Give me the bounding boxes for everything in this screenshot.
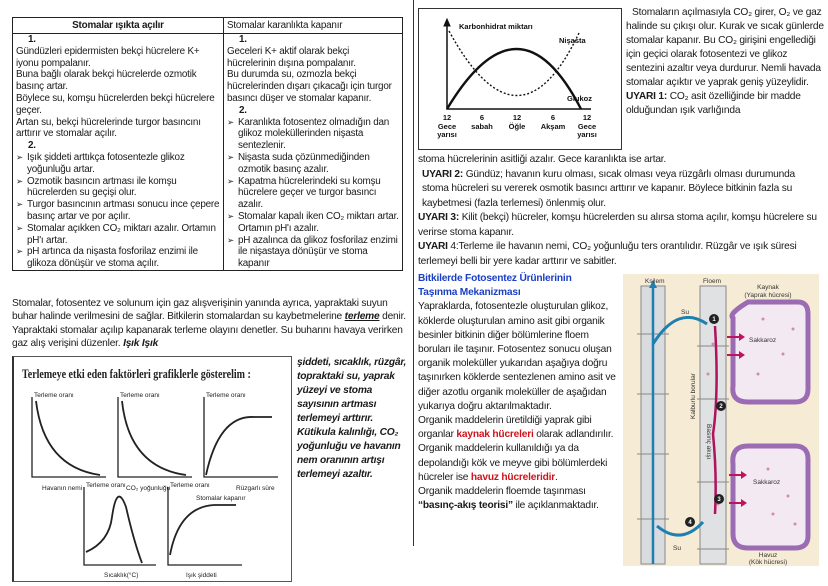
annotation: Stomalar kapanır <box>196 495 246 502</box>
term-terleme: terleme <box>344 311 380 323</box>
transport-section <box>418 272 620 513</box>
step-2: 2 <box>719 404 723 410</box>
tick-label: Gece yarısı <box>437 122 457 139</box>
text: Organik maddelerin floemde taşınması <box>418 486 586 498</box>
curve-humidity <box>36 401 100 475</box>
transpiration-factors-figure <box>12 356 292 582</box>
sucrose-label: Sakkaroz <box>753 479 781 486</box>
bullet-item: ➢ Karanlıkta fotosentez olmadığın dan glikoz moleküllerinden nişasta sentezlenir. <box>227 117 399 152</box>
axes <box>204 397 278 477</box>
step-4: 4 <box>688 520 692 526</box>
sieve-tube-label: Kalburlu borular <box>690 373 697 419</box>
text: Kilit (bekçi) hücreler, komşu hücrelerden su alırsa stoma açılır, komşu hücrelere su verirse stoma kapanır. <box>418 212 817 238</box>
figure-title: Terlemeye etki eden faktörleri grafiklerle gösterelim : <box>22 367 251 381</box>
pressure-flow-label: Basınç akışı <box>705 424 712 460</box>
curve-wind <box>206 417 272 475</box>
light-intro-1: Gündüzleri epidermisten bekçi hücrelere K+ iyonu pompalanır. <box>16 45 200 69</box>
step-number: 1. <box>28 34 36 45</box>
highlight: “basınç-akış teorisi” <box>418 500 513 512</box>
transpiration-factors-text: şiddeti, sıcaklık, rüzgâr, topraktaki su, yaprak yüzeyi ve stoma sayısının artması terlemeyi arttırır. Kütikula kalınlığı, CO₂ yoğunluğu ve havanın nem oranının artışı terlemeyi azaltır. <box>297 357 407 480</box>
text: Organik maddelerin üretildiği yaprak gibi organlar <box>418 415 592 441</box>
x-label: Rüzgarlı süre <box>236 485 275 492</box>
tick: 12 <box>582 113 592 122</box>
tick-label: Öğle <box>508 122 526 131</box>
y-label: Terleme oranı <box>34 392 74 399</box>
curve-co2 <box>122 401 186 475</box>
text: ile açıklanmaktadır. <box>512 500 599 512</box>
text: denir. Yapraktaki stomalar açılıp kapanarak terleme olayını denetler. Su buharını havaya verirken gaz alış verişini düzenler. <box>12 311 406 350</box>
step-1: 1 <box>712 317 716 323</box>
phloem-label: Floem <box>703 278 722 285</box>
tick: 6 <box>550 113 556 122</box>
axes <box>84 487 156 565</box>
highlight: havuz hücreleridir <box>470 471 556 483</box>
y-label: Karbonhidrat miktarı <box>459 22 533 31</box>
warning-label: UYARI <box>418 241 448 252</box>
text: . <box>555 471 558 483</box>
axes <box>32 397 106 477</box>
tick-label: Akşam <box>540 122 566 131</box>
bullet-item: ➢ Stomalar açıkken CO₂ miktarı azalır. Ortamın pH'ı artar. <box>16 223 220 247</box>
warnings-block <box>418 153 824 269</box>
text: olarak adlandırılır. Organik maddelerin kullanıldığı ya da depolandığı kök ve meyve gibi bölümlerdeki hücreler ise <box>418 429 614 483</box>
table-header-light: Stomalar ışıkta açılır <box>13 18 224 34</box>
italic-text: Işık Işık <box>123 338 159 350</box>
tick-label: Gece yarısı <box>577 122 597 139</box>
column-divider <box>413 0 414 546</box>
light-intro-3: Böylece su, komşu hücrelerden bekçi hücrelere geçer. <box>16 92 215 116</box>
stomata-opening-paragraph <box>626 6 824 118</box>
text: CO₂ asit özelliğinde bir madde olduğundan ışık varlığında <box>626 91 801 116</box>
stomata-table <box>12 17 403 271</box>
dark-intro-2: Bu durumda su, ozmozla bekçi hücrelerinden dışarı çıkacağı için turgor basıncı düşer ve stomalar kapanır. <box>227 69 392 104</box>
text: Stomalar, fotosentez ve solunum için gaz alışverişinin yanında ayrıca, yapraktaki suyun buhar halinde verilmesini de sağlar. Bitkilerin stomalardan su kaybetmelerine <box>12 298 388 323</box>
carbohydrate-chart <box>418 8 622 150</box>
tick-label: sabah <box>471 122 493 131</box>
xylem-label: Ksilem <box>645 278 665 285</box>
tick: 6 <box>479 113 485 122</box>
text: Gündüz; havanın kuru olması, sıcak olması veya rüzgârlı olması durumunda stoma hücreleri su vererek osmotik basıncı arttırır ve kapanır. Böylece bitkinin fazla su kaybetmesi (fazla terlemesi) önlenmiş olur. <box>422 168 796 209</box>
step-number: 1. <box>239 34 247 45</box>
sucrose-label: Sakkaroz <box>749 337 777 344</box>
y-label: Terleme oranı <box>206 392 246 399</box>
water-label: Su <box>673 545 681 552</box>
text: 4:Terleme ile havanın nemi, CO₂ yoğunluğu ters orantılıdır. Rüzgâr ve ışık süresi terlemeyi belli bir yere kadar arttırır ve sabitler. <box>418 241 797 267</box>
table-header-dark: Stomalar karanlıkta kapanır <box>224 18 403 34</box>
tick: 12 <box>512 113 522 122</box>
text: stoma hücrelerinin asitliği azalır. Gece karanlıkta ise artar. <box>418 154 667 165</box>
series-label: Nişasta <box>559 36 586 45</box>
section-heading: Bitkilerde Fotosentez Ürünlerinin Taşınma Mekanizması <box>418 273 572 299</box>
text: Yapraklarda, fotosentezle oluşturulan glikoz, köklerde oluşturulan amino asit gibi organik besinler bitkinin diğer bölümlerine floem boruları ile taşınır. Fotosentez sonucu oluşan organik moleküller yukarıdan aşağıya doğru taşınırken köklerde sentezlenen amino asit ve diğer azotlu organik moleküller de aşağıdan yukarıya doğru aktarılmaktadır. <box>418 301 616 412</box>
pressure-flow-diagram <box>623 274 819 566</box>
light-column <box>13 34 224 271</box>
bullet-item: ➢ Işık şiddeti arttıkça fotosentezle glikoz yoğunluğu artar. <box>16 152 220 176</box>
dark-intro-1: Geceleri K+ aktif olarak bekçi hücrelerinin dışına pompalanır. <box>227 45 356 69</box>
factor-graphs <box>14 357 292 581</box>
bullet-item: ➢ pH azalınca da glikoz fosforilaz enzimi ile nişastaya dönüşür ve stoma kapanır <box>227 235 399 270</box>
y-label: Terleme oranı <box>170 482 210 489</box>
x-label: Havanın nemi <box>42 485 83 492</box>
tick: 12 <box>442 113 452 122</box>
highlight: kaynak hücreleri <box>456 429 534 441</box>
source-label: Kaynak <box>757 284 779 291</box>
bullet-item: ➢ Nişasta suda çözünmediğinden ozmotik basınç azalır. <box>227 152 399 176</box>
light-bullets <box>16 152 220 270</box>
source-sub-label: (Yaprak hücresi) <box>744 292 792 299</box>
water-label: Su <box>681 309 689 316</box>
dark-column <box>224 34 403 271</box>
x-label: CO₂ yoğunluğu <box>126 485 171 492</box>
text: Stomaların açılmasıyla CO₂ girer, O₂ ve gaz halinde su çıkışı olur. Kurak ve sıcak günlerde stomalar kapanır. Bu CO₂ girişini engellediği için geçici olarak fotosentezi ve glikoz sentezini azaltır veya durdurur. Nemli havada stomalar açıktır ve yaprak geniş yüzeylidir. <box>626 7 824 88</box>
step-number: 2. <box>239 104 247 116</box>
sink-label: Havuz <box>758 552 778 559</box>
bullet-item: ➢ Turgor basıncının artması sonucu ince çepere basınç artar ve por açılır. <box>16 199 220 223</box>
x-label: Sıcaklık(°C) <box>104 572 139 579</box>
bullet-item: ➢ Ozmotik basıncın artması ile komşu hücrelerden su geçişi olur. <box>16 176 220 200</box>
transpiration-paragraph <box>12 297 410 351</box>
warning-label: UYARI 2: <box>422 168 464 180</box>
bullet-item: ➢ Kapatma hücrelerindeki su komşu hücrelere geçer ve turgor basıncı azalır. <box>227 176 399 211</box>
bullet-item: ➢ pH artınca da nişasta fosforilaz enzimi ile glikoza dönüşür ve stoma açılır. <box>16 246 220 270</box>
y-label: Terleme oranı <box>86 482 126 489</box>
warning-label: UYARI 1: <box>626 91 668 102</box>
axis-arrow <box>444 19 450 26</box>
step-3: 3 <box>717 497 721 503</box>
bullet-item: ➢ Stomalar kapalı iken CO₂ miktarı artar. Ortamın pH'ı azalır. <box>227 211 399 235</box>
series-label: Glukoz <box>567 94 593 103</box>
warning-label: UYARI 3: <box>418 212 460 223</box>
glucose-curve <box>447 49 581 109</box>
light-intro-2: Buna bağlı olarak bekçi hücrelerde ozmotik basınç artar. <box>16 69 197 93</box>
light-intro-4: Artan su, bekçi hücrelerinde turgor basıncını arttırır ve stomalar açılır. <box>16 116 201 140</box>
sink-cell <box>733 446 808 548</box>
step-number: 2. <box>28 140 36 152</box>
curve-light <box>170 505 236 555</box>
sink-sub-label: (Kök hücresi) <box>748 559 788 566</box>
y-label: Terleme oranı <box>120 392 160 399</box>
curve-temperature <box>86 497 142 563</box>
dark-bullets <box>227 117 399 270</box>
source-cell <box>732 302 808 402</box>
x-label: Işık şiddeti <box>186 572 217 579</box>
